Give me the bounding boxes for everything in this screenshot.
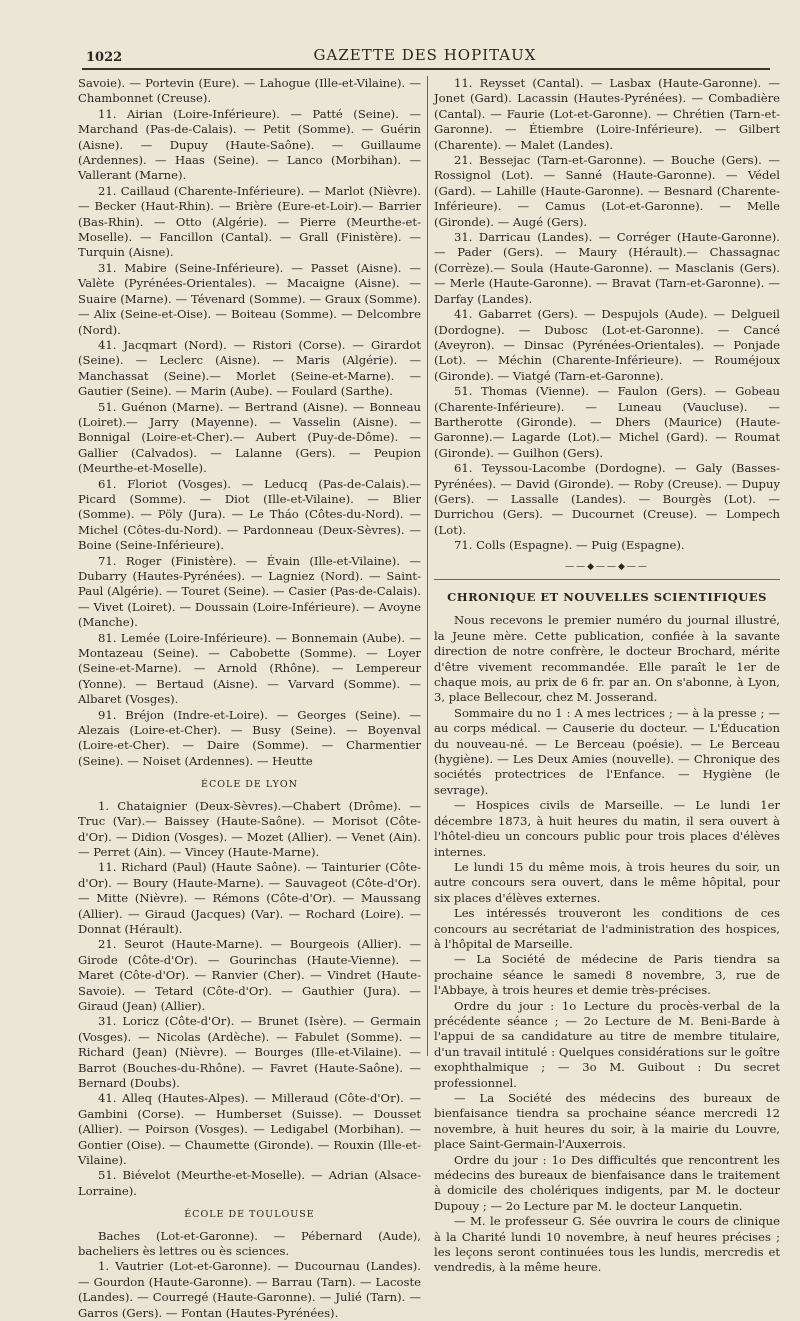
list-paragraph: 21. Caillaud (Charente-Inférieure). — Marlot (Nièvre). — Becker (Haut-Rhin). — Brière (Eure-et-Loir).— Barrier (Bas-Rhin). — Otto (Algérie). — Pierre (Meurthe-et-Moselle). — Fancillon (Cantal). — Grall (Finistère). — Turquin (Aisne).: [78, 183, 421, 260]
article-paragraph: — Hospices civils de Marseille. — Le lundi 1er décembre 1873, à huit heures du matin, il sera ouvert à l'hôtel-dieu un concours public pour trois places d'élèves internes.: [434, 798, 780, 859]
list-paragraph: 71. Colls (Espagne). — Puig (Espagne).: [454, 538, 685, 553]
page-header: [80, 46, 770, 66]
list-paragraph: 51. Biévelot (Meurthe-et-Moselle). — Adrian (Alsace-Lorraine).: [78, 1168, 421, 1198]
list-paragraph: 61. Teyssou-Lacombe (Dordogne). — Galy (Basses-Pyrénées). — David (Gironde). — Roby (Creuse). — Dupuy (Gers). — Lassalle (Landes). — Bourgès (Lot). — Durrichou (Gers). — Ducournet (Creuse). — Lompech (Lot).: [434, 461, 780, 537]
list-paragraph: 41. Jacqmart (Nord). — Ristori (Corse). — Girardot (Seine). — Leclerc (Aisne). — Maris (Algérie). — Manchassat (Seine).— Morlet (Seine-et-Marne). — Gautier (Seine). — Marin (Aube). — Foulard (Sarthe).: [78, 337, 421, 399]
article-paragraph: — La Société des médecins des bureaux de bienfaisance tiendra sa prochaine séance mercredi 12 novembre, à huit heures du soir, à la mairie du Louvre, place Saint-Germain-l'Auxerrois.: [434, 1091, 780, 1152]
list-paragraph: 31. Loricz (Côte-d'Or). — Brunet (Isère). — Germain (Vosges). — Nicolas (Ardèche). — Fabulet (Somme). — Richard (Jean) (Nièvre). — Bourges (Ille-et-Vilaine). — Barrot (Bouches-du-Rhône). — Favret (Haute-Saône). — Bernard (Doubs).: [78, 1014, 421, 1090]
right-column: [434, 76, 780, 1276]
list-paragraph: 51. Guénon (Marne). — Bertrand (Aisne). — Bonneau (Loiret).— Jarry (Mayenne). — Vasselin (Aisne). — Bonnigal (Loire-et-Cher).— Aubert (Puy-de-Dôme). — Gallier (Calvados). — Lalanne (Gers). — Peupion (Meurthe-et-Moselle).: [78, 399, 421, 476]
article-paragraph: Ordre du jour : 1o Des difficultés que rencontrent les médecins des bureaux de bienfaisance dans le traitement à domicile des cholériques indigents, par M. le docteur Dupouy ; — 2o Lecture par M. le docteur Lanquetin.: [434, 1152, 780, 1213]
list-paragraph: Baches (Lot-et-Garonne). — Pébernard (Aude), bacheliers ès lettres ou ès sciences.: [78, 1228, 421, 1259]
section-heading-toulouse: ÉCOLE DE TOULOUSE: [184, 1209, 315, 1221]
page-number: 1022: [86, 50, 123, 65]
list-paragraph: 31. Mabire (Seine-Inférieure). — Passet (Aisne). — Valète (Pyrénées-Orientales). — Macaigne (Aisne). — Suaire (Marne). — Tévenard (Somme). — Graux (Somme). — Alix (Seine-et-Oise). — Boiteau (Somme). — Delcombre (Nord).: [78, 260, 421, 337]
list-paragraph: 11. Airian (Loire-Inférieure). — Patté (Seine). — Marchand (Pas-de-Calais). — Petit (Somme). — Guérin (Aisne). — Dupuy (Haute-Saône). — Guillaume (Ardennes). — Haas (Seine). — Lanco (Morbihan). — Vallerant (Marne).: [78, 106, 421, 183]
list-paragraph: 41. Alleq (Hautes-Alpes). — Milleraud (Côte-d'Or). — Gambini (Corse). — Humberset (Suisse). — Dousset (Allier). — Poirson (Vosges). — Ledigabel (Morbihan). — Gontier (Oise). — Chaumette (Gironde). — Rouxin (Ille-et-Vilaine).: [78, 1091, 421, 1168]
list-paragraph: 81. Lemée (Loire-Inférieure). — Bonnemain (Aube). — Montazeau (Seine). — Cabobette (Somme). — Loyer (Seine-et-Marne). — Arnold (Rhône). — Lempereur (Yonne). — Bertaud (Aisne). — Varvard (Somme). — Albaret (Vosges).: [78, 630, 421, 707]
list-paragraph: 61. Floriot (Vosges). — Leducq (Pas-de-Calais).— Picard (Somme). — Diot (Ille-et-Vilaine). — Blier (Somme). — Pöly (Jura). — Le Tháo (Côtes-du-Nord). — Michel (Côtes-du-Nord). — Pardonneau (Deux-Sèvres). — Boine (Seine-Inférieure).: [78, 476, 421, 553]
article-paragraph: Nous recevons le premier numéro du journal illustré, la Jeune mère. Cette publication, confiée à la savante direction de notre confrère, le docteur Brochard, mérite d'être vivement recommandée. Elle paraît le 1er de chaque mois, au prix de 6 fr. par an. On s'abonne, à Lyon, 3, place Bellecour, chez M. Josserand.: [434, 613, 780, 705]
list-paragraph: 1. Chataignier (Deux-Sèvres).—Chabert (Drôme). — Truc (Var).— Baissey (Haute-Saône). — Morisot (Côte-d'Or). — Didion (Vosges). — Mozet (Allier). — Venet (Ain). — Perret (Ain). — Vincey (Haute-Marne).: [78, 798, 421, 859]
list-paragraph: 51. Thomas (Vienne). — Faulon (Gers). — Gobeau (Charente-Inférieure). — Luneau (Vaucluse). — Bartherotte (Gironde). — Dhers (Maurice) (Haute-Garonne).— Lagarde (Lot).— Michel (Gard). — Roumat (Gironde). — Guilhon (Gers).: [434, 384, 780, 460]
chronicle-heading: CHRONIQUE ET NOUVELLES SCIENTIFIQUES: [447, 590, 767, 604]
left-column: [78, 76, 421, 1321]
article-paragraph: Le lundi 15 du même mois, à trois heures du soir, un autre concours sera ouvert, dans le même hôpital, pour six places d'élèves externes.: [434, 859, 780, 905]
article-paragraph: Ordre du jour : 1o Lecture du procès-verbal de la précédente séance ; — 2o Lecture de M. Beni-Barde à l'appui de sa candidature au titre de membre titulaire, d'un travail intitulé : Quelques considérations sur le goître exophthalmique ; — 3o M. Guibout : Du secret professionnel.: [434, 998, 780, 1090]
page-title: GAZETTE DES HOPITAUX: [313, 46, 537, 64]
list-paragraph: 71. Roger (Finistère). — Évain (Ille-et-Vilaine). — Dubarry (Hautes-Pyrénées). — Lagniez (Nord). — Saint-Paul (Algérie). — Touret (Seine). — Casier (Pas-de-Calais).— Vivet (Loiret). — Doussain (Loire-Inférieure). — Avoyne (Manche).: [78, 553, 421, 630]
header-rule: [82, 68, 770, 70]
section-rule: [434, 579, 780, 580]
column-divider: [427, 76, 428, 1056]
list-paragraph: 11. Richard (Paul) (Haute Saône). — Tainturier (Côte-d'Or). — Boury (Haute-Marne). — Sauvageot (Côte-d'Or). — Mitte (Nièvre). — Rémons (Côte-d'Or). — Maussang (Allier). — Giraud (Jacques) (Var). — Rochard (Loire). — Donnat (Hérault).: [78, 860, 421, 936]
list-paragraph: 11. Reysset (Cantal). — Lasbax (Haute-Garonne). — Jonet (Gard). Lacassin (Hautes-Pyrénées). — Combadière (Cantal). — Faurie (Lot-et-Garonne). — Chrétien (Tarn-et-Garonne). — Étiembre (Loire-Inférieure). — Gilbert (Charente). — Malet (Landes).: [434, 76, 780, 152]
article-paragraph: — M. le professeur G. Sée ouvrira le cours de clinique à la Charité lundi 10 novembre, à neuf heures précises ; les leçons seront continuées tous les lundis, mercredis et vendredis, à la même heure.: [434, 1214, 780, 1275]
section-heading-lyon: ÉCOLE DE LYON: [201, 779, 298, 791]
list-paragraph: Savoie). — Portevin (Eure). — Lahogue (Ille-et-Vilaine). — Chambonnet (Creuse).: [78, 76, 421, 106]
ornament-divider: ——◆——◆——: [565, 561, 649, 572]
list-paragraph: 91. Bréjon (Indre-et-Loire). — Georges (Seine). — Alezais (Loire-et-Cher). — Busy (Seine). — Boyenval (Loire-et-Cher). — Daire (Somme). — Charmentier (Seine). — Noiset (Ardennes). — Heutte: [78, 707, 421, 768]
list-paragraph: 1. Vautrier (Lot-et-Garonne). — Ducournau (Landes). — Gourdon (Haute-Garonne). — Barrau (Tarn). — Lacoste (Landes). — Courregé (Haute-Garonne). — Julié (Tarn). — Garros (Gers). — Fontan (Hautes-Pyrénées).: [78, 1259, 421, 1320]
list-paragraph: 31. Darricau (Landes). — Corréger (Haute-Garonne). — Pader (Gers). — Maury (Hérault).— Chassagnac (Corrèze).— Soula (Haute-Garonne). — Masclanis (Gers). — Merle (Haute-Garonne). — Bravat (Tarn-et-Garonne). — Darfay (Landes).: [434, 230, 780, 306]
article-paragraph: Sommaire du no 1 : A mes lectrices ; — à la presse ; — au corps médical. — Causerie du docteur. — L'Éducation du nouveau-né. — Le Berceau (poésie). — Le Berceau (hygiène). — Les Deux Amies (nouvelle). — Chronique des sociétés protectrices de l'Enfance. — Hygiène (le sevrage).: [434, 705, 780, 797]
article-paragraph: — La Société de médecine de Paris tiendra sa prochaine séance le samedi 8 novembre, 3, rue de l'Abbaye, à trois heures et demie très-précises.: [434, 952, 780, 998]
list-paragraph: 21. Seurot (Haute-Marne). — Bourgeois (Allier). — Girode (Côte-d'Or). — Gourinchas (Haute-Vienne). — Maret (Côte-d'Or). — Ranvier (Cher). — Vindret (Haute-Savoie). — Tetard (Côte-d'Or). — Gauthier (Jura). — Giraud (Jean) (Allier).: [78, 937, 421, 1013]
article-paragraph: Les intéressés trouveront les conditions de ces concours au secrétariat de l'administration des hospices, à l'hôpital de Marseille.: [434, 906, 780, 951]
list-paragraph: 41. Gabarret (Gers). — Despujols (Aude). — Delgueil (Dordogne). — Dubosc (Lot-et-Garonne). — Cancé (Aveyron). — Dinsac (Pyrénées-Orientales). — Ponjade (Lot). — Méchin (Charente-Inférieure). — Rouméjoux (Gironde). — Viatgé (Tarn-et-Garonne).: [434, 307, 780, 383]
list-paragraph: 21. Bessejac (Tarn-et-Garonne). — Bouche (Gers). — Rossignol (Lot). — Sanné (Haute-Garonne). — Védel (Gard). — Lahille (Haute-Garonne). — Besnard (Charente-Inférieure). — Camus (Lot-et-Garonne). — Melle (Gironde). — Augé (Gers).: [434, 153, 780, 229]
